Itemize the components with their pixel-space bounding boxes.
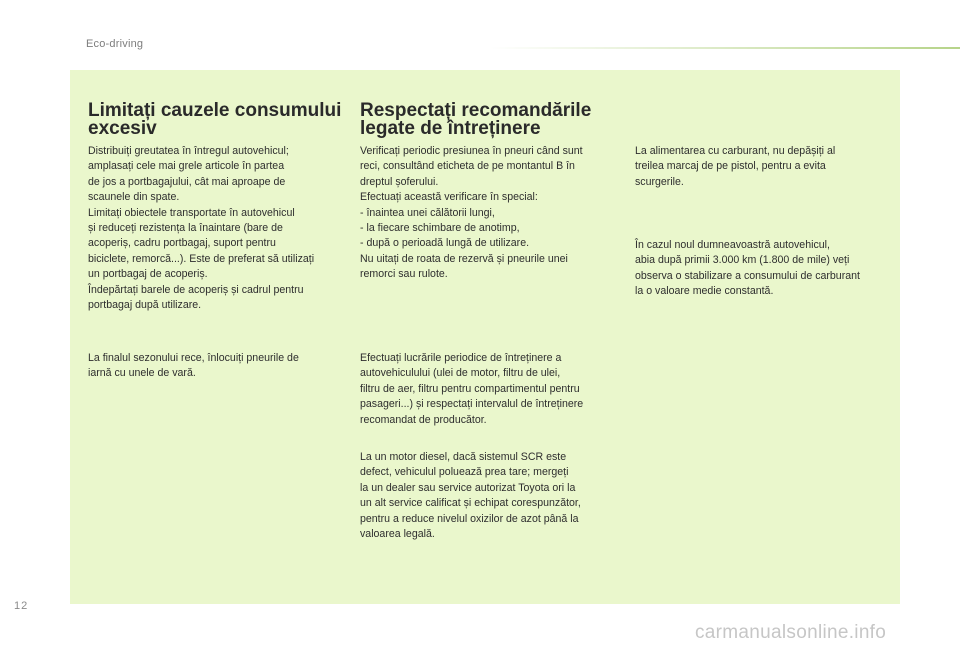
paragraph-new-vehicle-consumption: În cazul noul dumneavoastră autovehicul, abia după primii 3.000 km (1.800 de mile) veți observa o stabilizare a consumului de carburant la o valoare medie constantă.: [635, 239, 860, 298]
watermark-text: carmanualsonline.info: [695, 622, 887, 643]
paragraph-weight-distribution: Distribuiți greutatea în întregul autovehicul; amplasați cele mai grele articole în partea de jos a portbagajului, cât mai aproape de scaunele din spate. Limitați obiectele transportate în autovehicul și reduceți rezistența la înaintare (bare de acoperiș, cadru portbagaj, suport pentru biciclete, remorcă...). Este de preferat să utilizați un portbagaj de acoperiș. Îndepărtați barele de acoperiș și cadrul pentru portbagaj după utilizare.: [88, 145, 315, 312]
heading-maintenance-recommendations: Respectați recomandările legate de întreținere: [360, 100, 592, 139]
paragraph-tyre-pressure: Verificați periodic presiunea în pneuri când sunt reci, consultând eticheta de pe montantul B în dreptul șoferului. Efectuați această verificare în special: - înaintea unei călătorii lungi, - la fiecare schimbare de anotimp, - după o perioadă lungă de utilizare. Nu uitați de roata de rezervă și pneurile unei remorci sau rulote.: [360, 145, 583, 281]
paragraph-periodic-maintenance: Efectuați lucrările periodice de întreținere a autovehiculului (ulei de motor, filtru de ulei, filtru de aer, filtru pentru compartimentul pentru pasageri...) și respectați intervalul de întreținere recomandat de producător.: [360, 352, 584, 426]
heading-limit-causes: Limitați cauzele consumului excesiv: [88, 100, 342, 139]
section-title: Eco-driving: [86, 38, 144, 50]
paragraph-refuelling: La alimentarea cu carburant, nu depășiți al treilea marcaj de pe pistol, pentru a evita scurgerile.: [635, 145, 836, 188]
header-accent-line: [490, 47, 960, 49]
paragraph-seasonal-tyres: La finalul sezonului rece, înlocuiți pneurile de iarnă cu unele de vară.: [88, 352, 299, 380]
page-number: 12: [14, 600, 29, 612]
paragraph-scr-system: La un motor diesel, dacă sistemul SCR este defect, vehiculul poluează prea tare; mergeți la un dealer sau service autorizat Toyota ori la un alt service calificat și echipat corespunzător, pentru a reduce nivelul oxizilor de azot până la valoarea legală.: [360, 451, 581, 541]
